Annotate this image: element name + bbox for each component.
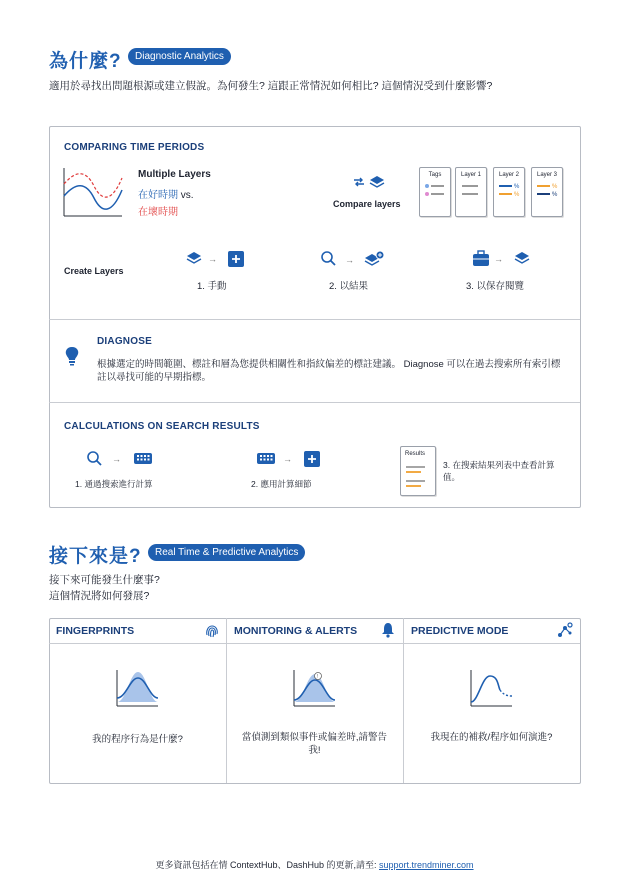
wave-compare-icon <box>62 166 124 218</box>
bad-period-label: 在壞時期 <box>138 207 178 218</box>
calc-step-1: 1. 通過搜索進行計算 <box>75 479 153 489</box>
calc-apply-icons <box>256 450 322 468</box>
svg-text:%: % <box>552 184 558 190</box>
svg-text:→: → <box>283 454 292 464</box>
predictive-chart-icon <box>468 668 514 708</box>
create-layers-label: Create Layers <box>64 266 124 276</box>
divider-2 <box>49 402 580 403</box>
saved-view-create-icons <box>472 250 534 268</box>
compare-layers-label: Compare layers <box>333 199 401 209</box>
layer-card-3: Layer 3 % % <box>531 167 563 217</box>
calc-step-2: 2. 應用計算細節 <box>251 479 312 489</box>
panel-divider-1 <box>226 618 227 783</box>
diagnostic-analytics-badge: Diagnostic Analytics <box>128 48 231 65</box>
bell-icon <box>381 622 395 638</box>
layer-card-tags: Tags <box>419 167 451 217</box>
results-create-icons <box>320 250 386 270</box>
create-step-2: 2. 以結果 <box>329 281 369 292</box>
svg-text:!: ! <box>316 674 318 680</box>
section-title-next: 接下來是? <box>49 546 142 567</box>
vs-label: vs. <box>178 190 194 201</box>
section-title-why: 為什麼? <box>49 51 122 72</box>
layer-card-2: Layer 2 % % <box>493 167 525 217</box>
svg-text:%: % <box>514 192 520 198</box>
compare-layers-icon <box>352 173 386 191</box>
calc-step-3: 3. 在搜索結果列表中查看計算值。 <box>443 460 555 482</box>
predictive-icon <box>557 622 573 638</box>
fingerprint-icon <box>204 623 220 639</box>
diagnose-header: DIAGNOSE <box>97 336 152 347</box>
support-link[interactable]: support.trendminer.com <box>379 860 474 870</box>
panel-divider-2 <box>403 618 404 783</box>
svg-text:→: → <box>345 255 354 265</box>
calculations-header: CALCULATIONS ON SEARCH RESULTS <box>64 421 260 432</box>
fingerprints-chart-icon <box>114 668 160 708</box>
good-period-label: 在好時期 <box>138 190 178 201</box>
diagnose-text: 根據選定的時間範圍、標註和層為您提供相關性和指紋偏差的標註建議。 Diagnose 可以在過去搜索所有索引標註以尋找可能的早期指標。 <box>97 359 561 383</box>
panels-header-divider <box>49 643 580 644</box>
svg-text:→: → <box>208 254 217 264</box>
results-label: Results <box>405 451 426 457</box>
next-line-1: 接下來可能發生什麼事? <box>49 574 160 586</box>
predictive-header: PREDICTIVE MODE <box>411 625 509 637</box>
create-step-3: 3. 以保存閱覽 <box>466 281 525 292</box>
comparing-header: COMPARING TIME PERIODS <box>64 142 205 153</box>
svg-text:→: → <box>494 254 503 264</box>
footer <box>0 858 629 871</box>
realtime-predictive-badge: Real Time & Predictive Analytics <box>148 544 305 561</box>
create-step-1: 1. 手動 <box>197 281 227 292</box>
section-subtitle: 適用於尋找出問題根源或建立假說。為何發生? 這跟正常情況如何相比? 這個情況受到什麼影響? <box>49 80 493 92</box>
svg-text:→: → <box>112 454 121 464</box>
calc-search-icons <box>86 450 154 468</box>
fingerprints-text: 我的程序行為是什麼? <box>92 734 183 745</box>
svg-text:%: % <box>514 184 520 190</box>
monitoring-text: 當偵測到類似事件或偏差時,請警告我! <box>241 732 388 756</box>
results-card <box>400 446 436 496</box>
next-line-2: 這個情況將如何發展? <box>49 590 150 602</box>
monitoring-chart-icon <box>291 668 337 708</box>
fingerprints-header: FINGERPRINTS <box>56 625 135 637</box>
divider-1 <box>49 319 580 320</box>
footer-text: 更多資訊包括在情 ContextHub、DashHub 的更新,請至: <box>155 860 379 870</box>
svg-text:%: % <box>552 192 558 198</box>
monitoring-header: MONITORING & ALERTS <box>234 625 358 637</box>
predictive-text: 我現在的補救/程序如何演進? <box>430 732 553 743</box>
layer-card-1: Layer 1 <box>455 167 487 217</box>
manual-create-icons <box>186 250 248 268</box>
multiple-layers-label: Multiple Layers <box>138 169 211 180</box>
lightbulb-icon <box>64 346 80 366</box>
